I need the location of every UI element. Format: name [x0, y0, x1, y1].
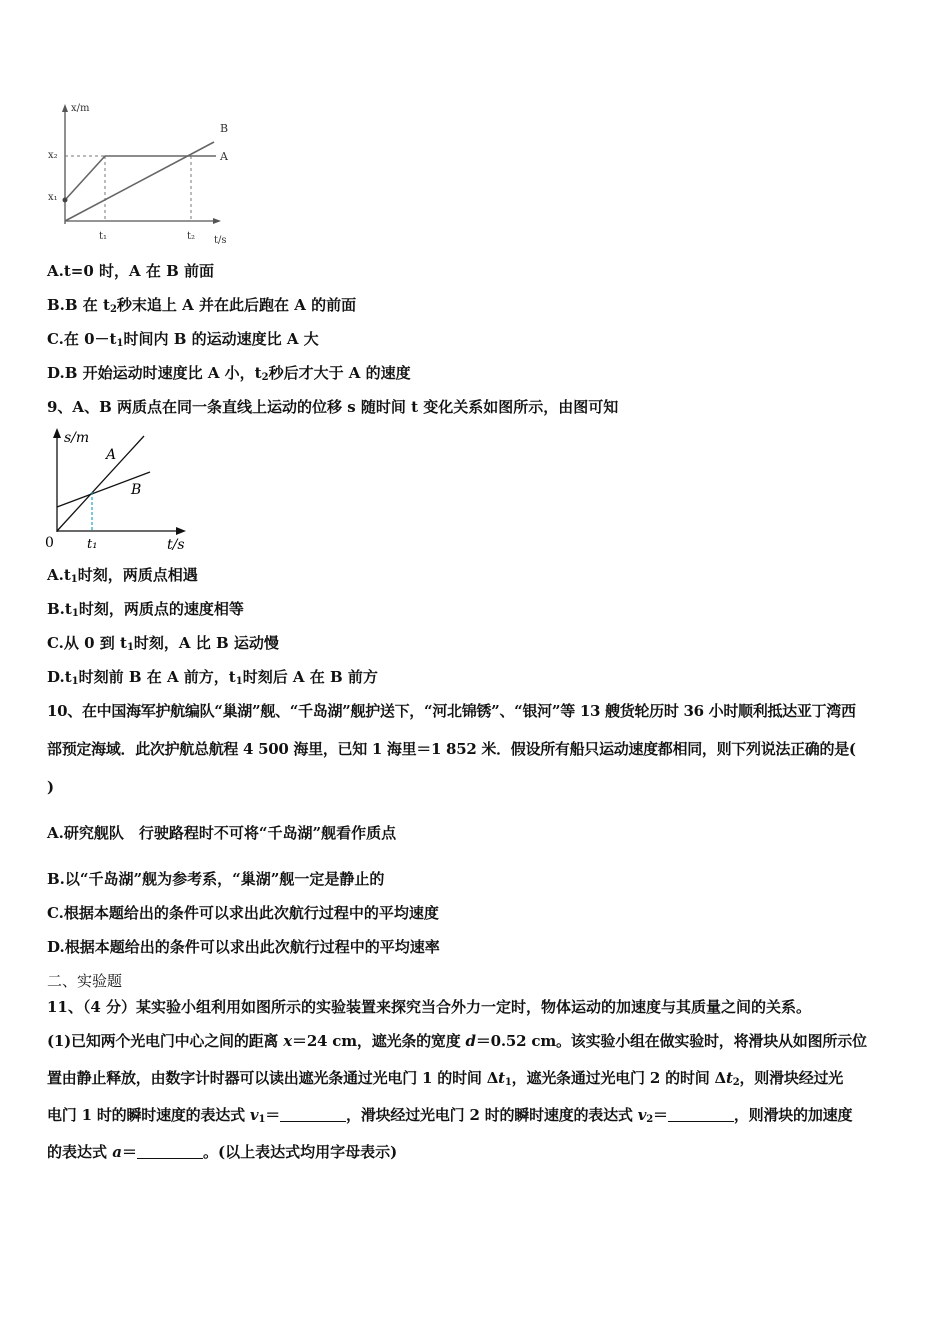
q9-option-a: $A.t_1$时刻，两质点相遇 — [47, 566, 198, 585]
x-axis-arrow-icon — [213, 218, 221, 224]
q8-option-c: C.在 $0-t_1$时间内 B 的运动速度比 A 大 — [47, 330, 319, 349]
q10-option-b: B.以“千岛湖”舰为参考系，“巢湖”舰一定是静止的 — [47, 870, 385, 888]
line-a — [65, 156, 216, 200]
q9-option-d: $D.t_1$时刻前 B 在 A 前方，$t_1$时刻后 A 在 B 前方 — [47, 668, 378, 687]
q10-option-d: D.根据本题给出的条件可以求出此次航行过程中的平均速率 — [47, 938, 440, 956]
answer-blank-a[interactable] — [137, 1144, 203, 1159]
q10-stem-line-1: 10、在中国海军护航编队“巢湖”舰、“千岛湖”舰护送下，“河北锦锈”、“银河”等 13 艘货轮历时 36 小时顺利抵达亚丁湾西 — [47, 702, 856, 720]
line-b — [65, 142, 214, 221]
xt-graph-figure — [44, 96, 244, 248]
q8-option-a: A.t=0 时，A 在 B 前面 — [47, 262, 215, 280]
q11-line-2: 置由静止释放，由数字计时器可以读出遮光条通过光电门 1 的时间 $\Delta t_1$，遮光条通过光电门 2 的时间 $\Delta t_2$，则滑块经过光 — [47, 1069, 844, 1088]
section-heading: 二、实验题 — [47, 972, 123, 990]
q8-option-d: D.B 开始运动时速度比 A 小，$t_2$秒后才大于 A 的速度 — [47, 364, 411, 383]
q9-option-c: C.从 0 到 $t_1$时刻，A 比 B 运动慢 — [47, 634, 279, 653]
q8-option-b: B.B 在 $t_2$秒末追上 A 并在此后跑在 A 的前面 — [47, 296, 357, 315]
label-b: B — [220, 122, 229, 135]
start-point-a — [63, 198, 68, 203]
label-a: A — [220, 150, 228, 163]
s-axis-label: s/m — [64, 430, 90, 446]
q10-stem-line-3: ) — [47, 778, 55, 796]
q10-option-c: C.根据本题给出的条件可以求出此次航行过程中的平均速度 — [47, 904, 439, 922]
q10-option-a: A.研究舰队 行驶路程时不可将“千岛湖”舰看作质点 — [47, 824, 397, 842]
origin-label: 0 — [45, 535, 54, 551]
q9-option-b: $B.t_1$时刻，两质点的速度相等 — [47, 600, 244, 619]
tick-x2: x₂ — [48, 150, 58, 161]
t-axis-arrow-icon — [176, 527, 186, 535]
q11-line-4: 的表达式 a＝ 。(以上表达式均用字母表示) — [47, 1143, 398, 1161]
label-b: B — [131, 482, 142, 498]
s-axis-arrow-icon — [53, 428, 61, 438]
tick-t2: t₂ — [187, 231, 196, 242]
tick-t1-label: t₁ — [87, 537, 98, 552]
q11-line-3: 电门 1 时的瞬时速度的表达式 $v_1=$ ，滑块经过光电门 2 时的瞬时速度的表达式 $v_2=$ ，则滑块的加速度 — [47, 1106, 853, 1125]
t-axis-label: t/s — [167, 537, 185, 553]
tick-x1: x₁ — [48, 192, 58, 203]
st-graph-figure — [40, 424, 200, 556]
x-axis-label: t/s — [214, 235, 227, 246]
q9-stem: 9、A、B 两质点在同一条直线上运动的位移 s 随时间 t 变化关系如图所示，由图可知 — [47, 398, 619, 416]
answer-blank-v1[interactable] — [280, 1107, 346, 1122]
tick-t1: t₁ — [99, 231, 108, 242]
y-axis-label: x/m — [71, 103, 90, 114]
q11-line-1: (1)已知两个光电门中心之间的距离 x＝24 cm，遮光条的宽度 d＝0.52 cm。该实验小组在做实验时，将滑块从如图所示位 — [47, 1032, 867, 1050]
answer-blank-v2[interactable] — [668, 1107, 734, 1122]
label-a: A — [106, 447, 117, 463]
y-axis-arrow-icon — [62, 104, 68, 112]
q10-stem-line-2: 部预定海域．此次护航总航程 4 500 海里，已知 1 海里＝1 852 米．假设所有船只运动速度都相同，则下列说法正确的是( — [47, 740, 856, 758]
q11-stem: 11、（4 分）某实验小组利用如图所示的实验装置来探究当合外力一定时，物体运动的加速度与其质量之间的关系。 — [47, 998, 812, 1016]
